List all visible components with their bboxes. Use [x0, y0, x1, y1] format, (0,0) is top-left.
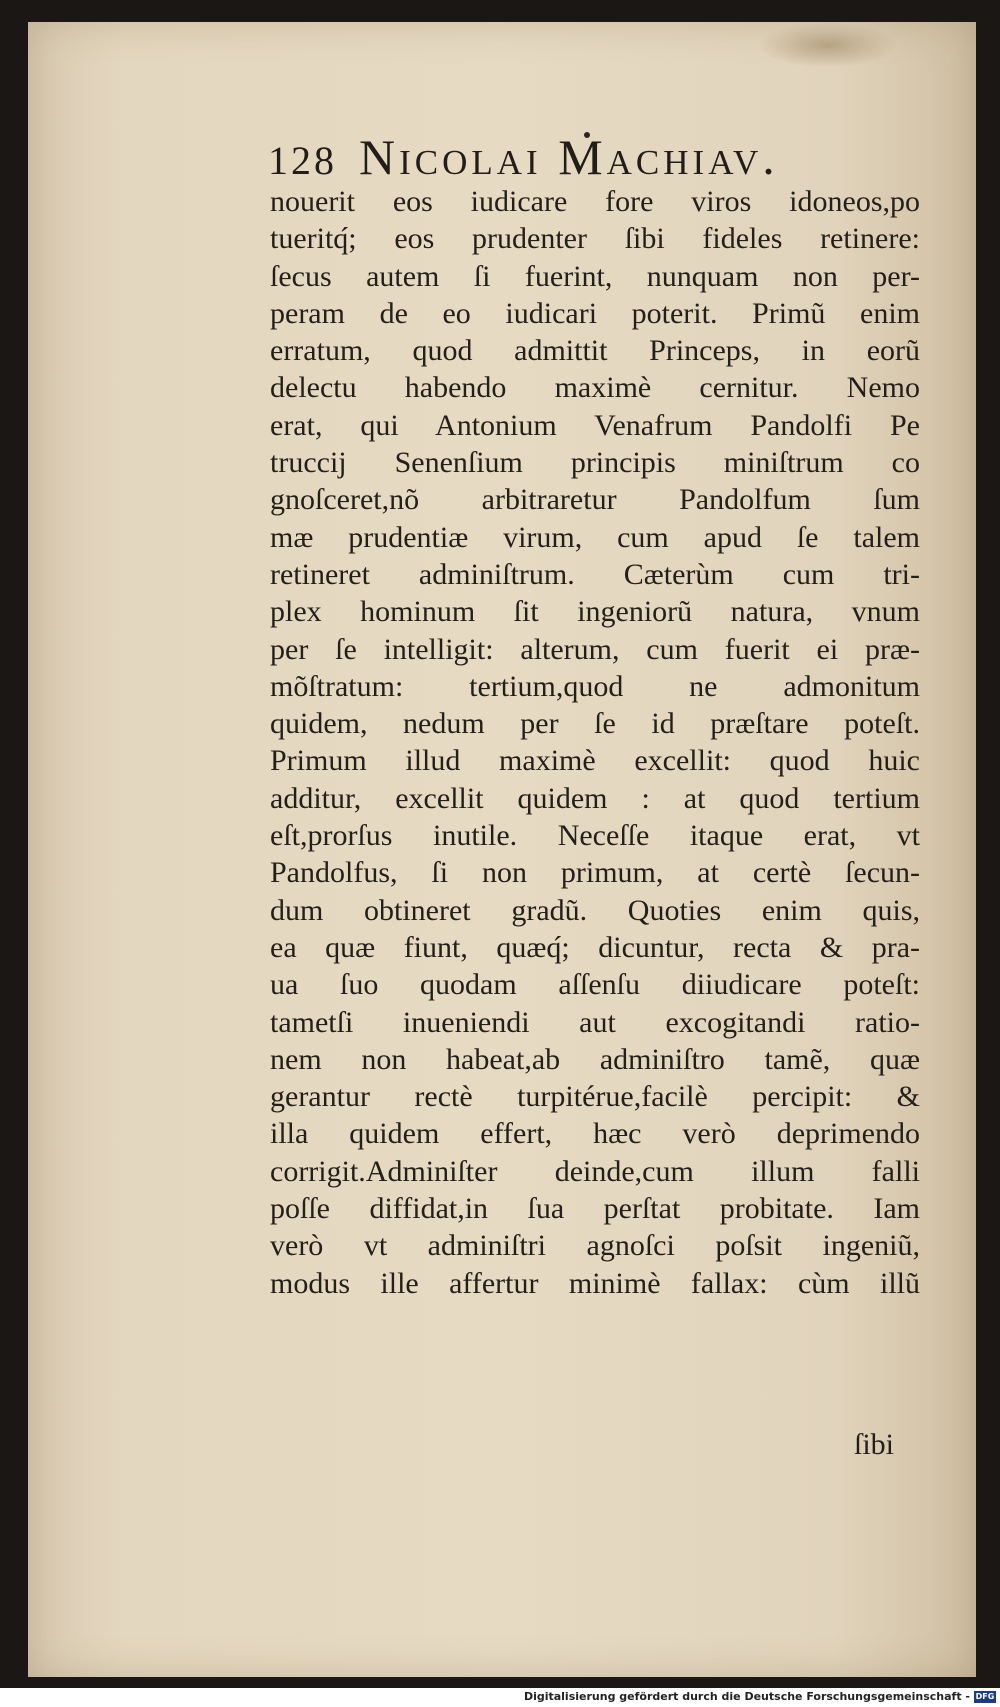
text-line: erratum, quod admittit Princeps, in eorũ — [270, 334, 920, 368]
footer-credit: Digitalisierung gefördert durch die Deutsche Forschungsgemeinschaft - — [523, 1690, 970, 1703]
body-text — [270, 183, 920, 1302]
text-line: Pandolfus, ſi non primum, at certè ſecun- — [270, 856, 920, 890]
text-line: mæ prudentiæ virum, cum apud ſe talem — [270, 520, 920, 554]
text-line: eſt,prorſus inutile. Neceſſe itaque erat, vt — [270, 819, 920, 853]
text-line: mõſtratum: tertium,quod ne admonitum — [270, 669, 920, 703]
text-line: quidem, nedum per ſe id præſtare poteſt. — [270, 707, 920, 741]
text-line: gerantur rectè turpitérue,facilè percipit: & — [270, 1080, 920, 1114]
text-line: tueritq́; eos prudenter ſibi fideles retinere: — [270, 222, 920, 256]
text-line: erat, qui Antonium Venafrum Pandolfi Pe — [270, 408, 920, 442]
text-line: corrigit.Adminiſter deinde,cum illum falli — [270, 1154, 920, 1188]
text-line: Primum illud maximè excellit: quod huic — [270, 744, 920, 778]
text-line: retineret adminiſtrum. Cæterùm cum tri- — [270, 557, 920, 591]
text-line: modus ille affertur minimè fallax: cùm illũ — [270, 1266, 920, 1300]
text-line: verò vt adminiſtri agnoſci poſsit ingeniũ, — [270, 1229, 920, 1263]
text-line: dum obtineret gradũ. Quoties enim quis, — [270, 893, 920, 927]
running-head — [268, 128, 908, 186]
text-line: tametſi inueniendi aut excogitandi ratio- — [270, 1005, 920, 1039]
text-line: gnoſceret,nõ arbitraretur Pandolfum ſum — [270, 483, 920, 517]
text-line: ea quæ fiunt, quæq́; dicuntur, recta & pra- — [270, 930, 920, 964]
running-head-title: Nicolai Machiav. — [359, 129, 779, 185]
text-line: nouerit eos iudicare fore viros idoneos,po — [270, 185, 920, 218]
text-line: ſecus autem ſi fuerint, nunquam non per- — [270, 259, 920, 293]
text-line: poſſe diffidat,in ſua perſtat probitate. Iam — [270, 1192, 920, 1226]
paper-stain — [758, 22, 898, 68]
text-line: peram de eo iudicari poterit. Primũ enim — [270, 296, 920, 330]
text-line: truccij Senenſium principis miniſtrum co — [270, 446, 920, 480]
text-line: per ſe intelligit: alterum, cum fuerit ei præ- — [270, 632, 920, 666]
catchword: ſibi — [854, 1428, 895, 1461]
dfg-logo: DFG — [975, 1692, 995, 1701]
text-line: delectu habendo maximè cernitur. Nemo — [270, 371, 920, 405]
page-number: 128 — [268, 138, 337, 183]
digitization-footer — [0, 1688, 1000, 1707]
text-line: nem non habeat,ab adminiſtro tamẽ, quæ — [270, 1042, 920, 1076]
text-line: illa quidem effert, hæc verò deprimendo — [270, 1117, 920, 1151]
text-line: ua ſuo quodam aſſenſu diiudicare poteſt: — [270, 968, 920, 1002]
text-line: plex hominum ſit ingeniorũ natura, vnum — [270, 595, 920, 629]
text-line: additur, excellit quidem : at quod tertium — [270, 781, 920, 815]
